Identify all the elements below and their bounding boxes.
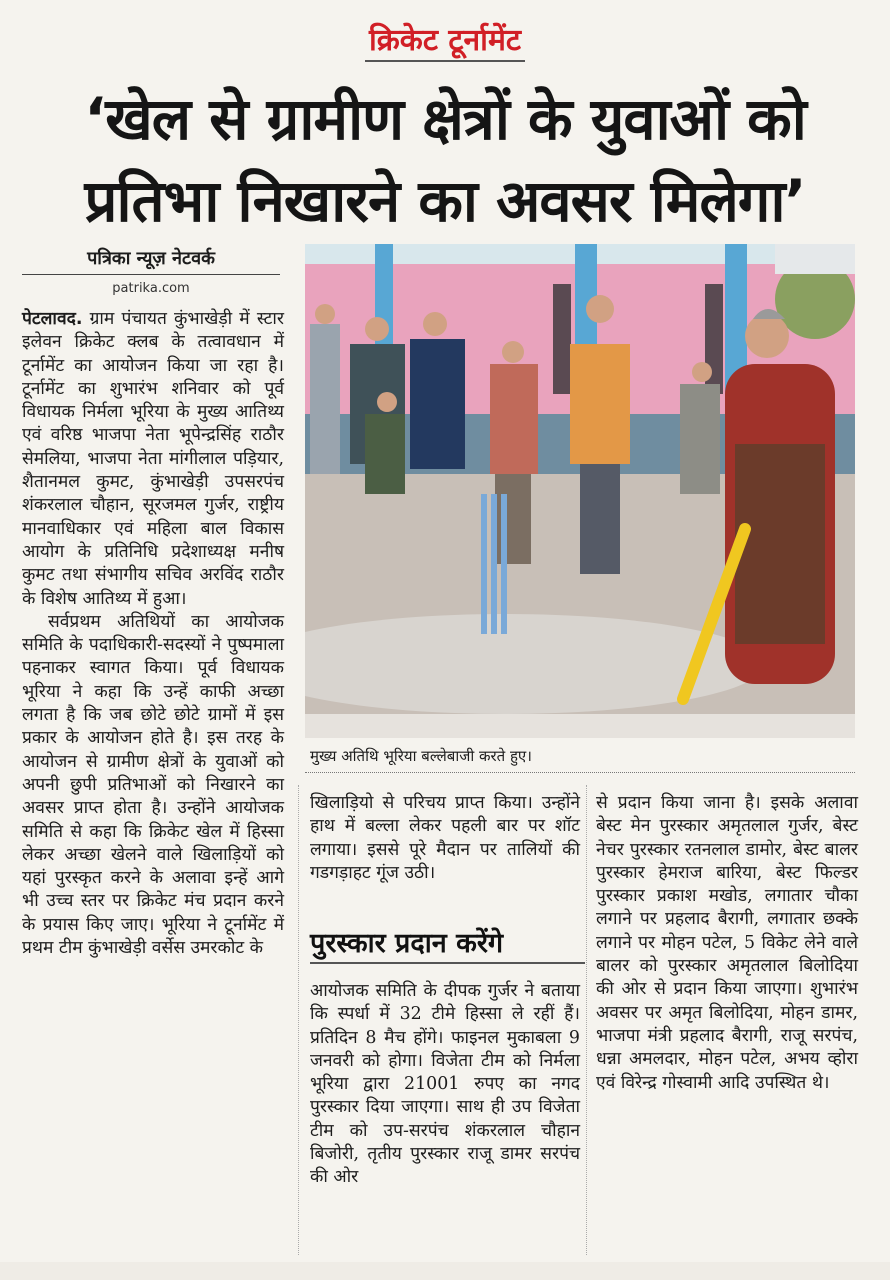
kicker-text: क्रिकेट टूर्नामेंट (365, 23, 525, 62)
section-kicker (0, 18, 890, 59)
article-column-3 (596, 792, 858, 1095)
article-column-2-top (310, 792, 580, 885)
cricket-photo-illustration (305, 244, 855, 738)
byline-name: पत्रिका न्यूज़ नेटवर्क (22, 246, 280, 275)
subheading: पुरस्कार प्रदान करेंगे (310, 926, 585, 964)
caption-divider (305, 772, 855, 773)
paragraph-3: खिलाड़ियो से परिचय प्राप्त किया। उन्होंने हाथ में बल्ला लेकर पहली बार पर शॉट लगाया। इससे पूरे मैदान पर तालियों की गडगड़ाहट गूंज उठी। (310, 793, 580, 883)
article-column-1 (22, 308, 284, 960)
byline (22, 246, 280, 296)
byline-site: patrika.com (112, 281, 190, 296)
news-photo (305, 244, 855, 738)
headline: ‘खेल से ग्रामीण क्षेत्रों के युवाओं को प्रतिभा निखारने का अवसर मिलेगा’ (84, 85, 806, 235)
paragraph-2: सर्वप्रथम अतिथियों का आयोजक समिति के पदाधिकारी-सदस्यों ने पुष्पमाला पहनाकर स्वागत किया। पूर्व विधायक भूरिया ने कहा कि उन्हें काफी अच्छा लगता है कि जब छोटे छोटे ग्रामों में इस प्रकार के आयोजन होते है। इस तरह के आयोजन से ग्रामीण क्षेत्रों के युवाओं को अपनी छुपी प्रतिभाओं को निखारने का अवसर प्राप्त होता है। उन्होंने आयोजक समिति से कहा कि क्रिकेट खेल में हिस्सा लेकर अच्छा खेलने वाले खिलाड़ियों को यहां पुरस्कृत करने के अलावा इन्हें आगे भी उच्च स्तर पर क्रिकेट मंच प्रदान करने के प्रयास किए जाए। भूरिया ने टूर्नामेंट में प्रथम टीम कुंभाखेड़ी वर्सेस उमरकोट के (22, 611, 284, 959)
paragraph-1-text: ग्राम पंचायत कुंभाखेड़ी में स्टार इलेवन क्रिकेट क्लब के तत्वावधान में टूर्नामेंट का आयोजन किया जा रहा है। टूर्नामेंट का शुभारंभ शनिवार को पूर्व विधायक निर्मला भूरिया के मुख्य आतिथ्य एवं वरिष्ठ भाजपा नेता भूपेन्द्रसिंह राठौर सेमलिया, भाजपा नेता मांगीलाल पड़ियार, शैतानमल कुमट, कुंभाखेड़ी उपसरपंच शंकरलाल चौहान, सूरजमल गुर्जर, राष्ट्रीय मानवाधिकार एवं महिला बाल विकास आयोग के प्रतिनिधि प्रदेशाध्यक्ष मनीष कुमट तथा संभागीय सचिव अरविंद राठौर के विशेष आतिथ्य में हुआ। (22, 309, 284, 609)
dateline: पेटलावद. (22, 309, 83, 329)
page-bottom-edge (0, 1262, 890, 1280)
paragraph-4: आयोजक समिति के दीपक गुर्जर ने बताया कि स्पर्धा में 32 टीमे हिस्सा ले रहीं हैं। प्रतिदिन 8 मैच होंगे। फाइनल मुकाबला 9 जनवरी को होगा। विजेता टीम को निर्मला भूरिया द्वारा 21001 रुपए का नगद पुरस्कार दिया जाएगा। साथ ही उप विजेता टीम को उप-सरपंच शंकरलाल चौहान बिजोरी, तृतीय पुरस्कार राजू डामर सरपंच की ओर (310, 981, 580, 1188)
paragraph-5: से प्रदान किया जाना है। इसके अलावा बेस्ट मेन पुरस्कार अमृतलाल गुर्जर, बेस्ट नेचर पुरस्कार रतनलाल डामोर, बेस्ट बालर पुरस्कार हेमराज बारिया, बेस्ट फिल्डर पुरस्कार प्रकाश मखोड, लगातार चौका लगाने पर प्रहलाद बैरागी, लगातार छक्के लगाने पर मोहन पटेल, 5 विकेट लेने वाले बालर को पुरस्कार अमृतलाल बिलोदिया की ओर से प्रदान किया जाएगा। शुभारंभ अवसर पर अमृत बिलोदिया, मोहन डामर, भाजपा मंत्री प्रहलाद बैरागी, राजू सरपंच, धन्ना अमलदार, मोहन पटेल, अभय व्होरा एवं विरेन्द्र गोस्वामी आदि उपस्थित थे। (596, 793, 858, 1093)
article-column-2-bottom (310, 980, 580, 1190)
column-divider-2 (586, 785, 587, 1255)
photo-caption: मुख्य अतिथि भूरिया बल्लेबाजी करते हुए। (310, 747, 532, 765)
paragraph-1 (22, 308, 284, 611)
column-divider-1 (298, 785, 299, 1255)
